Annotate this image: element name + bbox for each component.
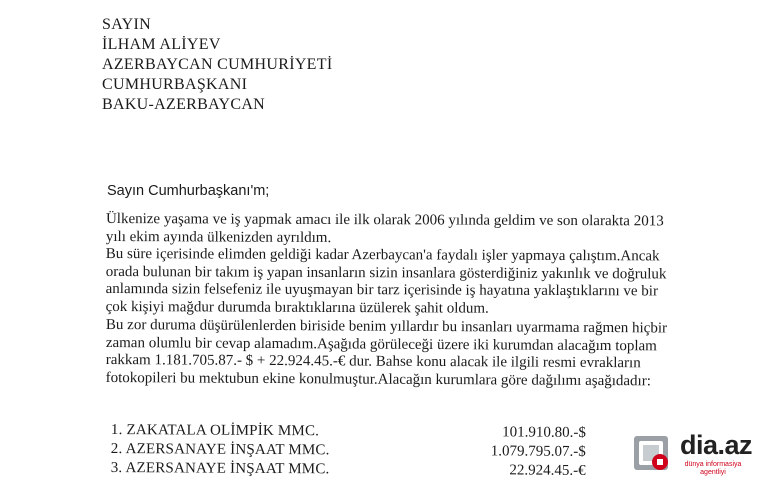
- creditor-amount: 1.079.795.07.-$: [490, 443, 586, 460]
- dia-logo-icon: [630, 432, 674, 476]
- dia-logo-tagline: [682, 461, 744, 477]
- recipient-address: [102, 15, 332, 115]
- dia-logo-wordmark: dia.az: [680, 430, 753, 460]
- body-line: yılı ekim ayında ülkenizden ayrıldım.: [105, 228, 332, 246]
- dia-az-watermark: [630, 430, 753, 480]
- creditor-name: 3. AZERSANAYE İNŞAAT MMC.: [110, 459, 330, 478]
- body-line: rakkam 1.181.705.87.- $ + 22.924.45.-€ dur. Bahse konu alacak ile ilgili resmi evrakların: [105, 351, 641, 372]
- tagline-line: agentliyi: [700, 469, 726, 476]
- letter-body: [106, 211, 716, 387]
- creditor-name: 1. ZAKATALA OLİMPİK MMC.: [110, 421, 320, 440]
- body-line: Bu zor duruma düşürülenlerden biriside benim yıllardır bu insanları uyarmama rağmen hiçbir: [105, 316, 668, 336]
- creditor-amount: 22.924.45.-€: [509, 462, 586, 479]
- creditor-name: 2. AZERSANAYE İNŞAAT MMC.: [110, 440, 330, 459]
- address-line: BAKU-AZERBAYCAN: [102, 96, 266, 113]
- salutation: Sayın Cumhurbaşkanı'm;: [107, 183, 270, 199]
- address-line: CUMHURBAŞKANI: [102, 76, 248, 93]
- address-line: İLHAM ALİYEV: [102, 36, 221, 53]
- address-line: SAYIN: [102, 16, 151, 33]
- creditor-amount: 101.910.80.-$: [502, 424, 586, 441]
- body-line: Ülkenize yaşama ve iş yapmak amacı ile ilk olarak 2006 yılında geldim ve son olarakta 2013: [105, 211, 664, 230]
- body-line: Bu süre içerisinde elimden geldiği kadar Azerbaycan'a faydalı işler yapmaya çalıştım.Ancak: [105, 246, 660, 265]
- body-line: zaman olumlu bir cevap alamadım.Aşağıda görüleceği üzere iki kurumdan alacağım toplam: [105, 334, 657, 354]
- body-line: çok kişiyi mağdur durumda bıraktıklarına üzülerek şahit oldum.: [105, 298, 489, 317]
- body-line: orada bulunan bir takım iş yapan insanların sizin insanlara gösterdiğiniz yakınlık ve doğruluk: [105, 263, 667, 283]
- body-line: anlamında sizin felsefeniz ile uyuşmayan bir tarz içerisinde iş hayatına yaklaştıklarını ve bir: [105, 281, 659, 300]
- creditor-row: [111, 459, 586, 481]
- body-line: fotokopileri bu mektubun ekine konulmuştur.Alacağın kurumlara göre dağılımı aşağıdadır:: [105, 369, 651, 389]
- tagline-line: dünya informasiya: [684, 461, 742, 468]
- address-line: AZERBAYCAN CUMHURİYETİ: [102, 56, 333, 73]
- creditor-list: [111, 421, 586, 481]
